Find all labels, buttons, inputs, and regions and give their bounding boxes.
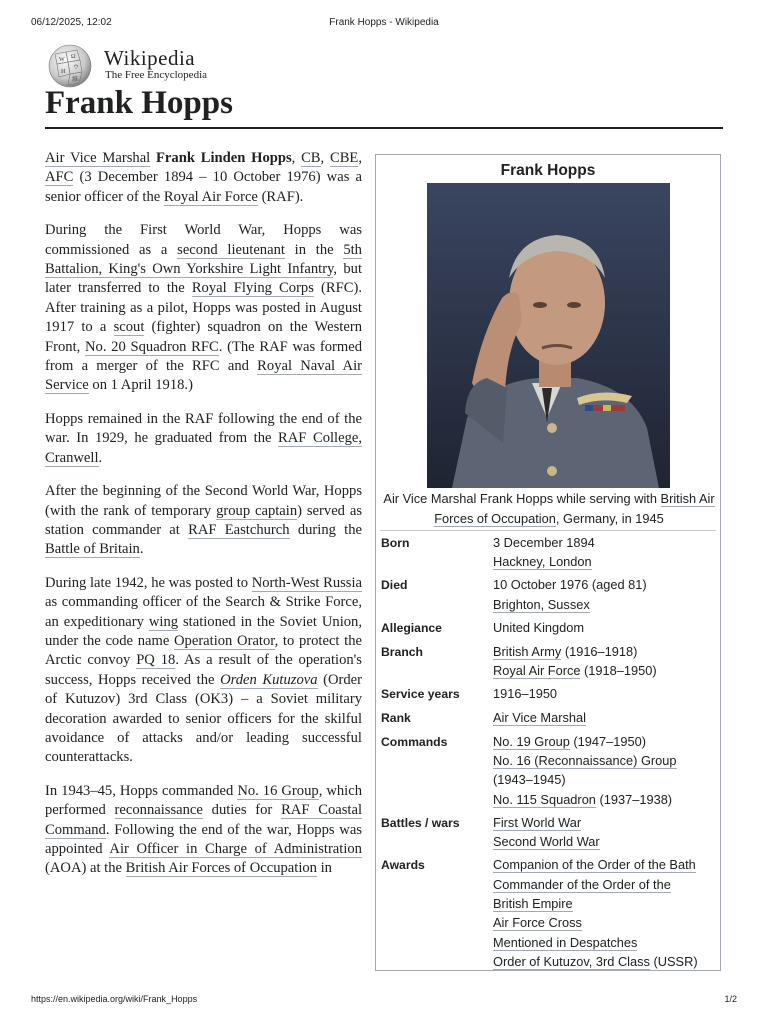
text: , but later transferred to the	[45, 261, 362, 297]
link-orden-kutuzova[interactable]: Orden Kutuzova	[220, 671, 318, 688]
link-royal-air-force-infobox[interactable]: Royal Air Force	[493, 662, 581, 678]
allegiance-value: United Kingdom	[493, 619, 585, 635]
award5-tail: (USSR)	[649, 954, 698, 970]
born-date: 3 December 1894	[493, 535, 595, 550]
link-cbe[interactable]: CBE	[329, 150, 359, 166]
link-no-20-squadron[interactable]: No. 20 Squadron RFC	[84, 338, 219, 355]
print-page-number: 1/2	[724, 994, 737, 1004]
link-raf-eastchurch[interactable]: RAF Eastchurch	[188, 521, 290, 538]
link-no-16-group[interactable]: No. 16 Group	[237, 782, 319, 799]
svg-text:Ω: Ω	[71, 54, 76, 60]
text: .	[98, 449, 103, 466]
link-wing[interactable]: wing	[148, 613, 179, 630]
link-operation-orator[interactable]: Operation Orator	[174, 632, 275, 649]
row-battles	[381, 813, 717, 852]
cmd1-years: (1947–1950)	[569, 733, 646, 749]
link-caption-bafo[interactable]: British Air Forces of Occupation	[434, 491, 715, 526]
wikipedia-wordmark[interactable]: Wikipedia	[104, 46, 196, 70]
link-5th-battalion-koyli[interactable]: 5th Battalion, King's Own Yorkshire Light Infantry	[45, 241, 362, 278]
link-bafo[interactable]: British Air Forces of Occupation	[125, 860, 317, 877]
row-awards	[381, 855, 717, 971]
label-born: Born	[381, 536, 410, 550]
ww2-paragraph	[45, 482, 362, 560]
text: (Order of Kutuzov) 3rd Class (OK3) – a Soviet military decoration awarded to senior officers for the skilful avoidance of attacks and/or leading successful counterattacks.	[45, 671, 363, 766]
link-raf-coastal-command[interactable]: RAF Coastal Command	[45, 802, 362, 838]
text: ,	[291, 150, 302, 166]
label-commands: Commands	[381, 734, 448, 749]
link-order-of-kutuzov[interactable]: Order of Kutuzov, 3rd Class	[493, 954, 650, 970]
label-rank: Rank	[381, 710, 411, 725]
text: (3 December 1894 – 10 October 1976) was a senior officer of the	[45, 169, 362, 205]
text: ,	[358, 150, 363, 166]
caption-tail: , Germany, in 1945	[555, 510, 664, 526]
text: . Following the end of the war, Hopps was appointed	[45, 821, 362, 857]
link-battle-of-britain[interactable]: Battle of Britain	[45, 541, 140, 558]
portrait-photo[interactable]	[427, 183, 670, 488]
died-date: 10 October 1976 (aged 81)	[493, 577, 647, 593]
svg-text:ウ: ウ	[73, 65, 80, 71]
text: , to protect the Arctic convoy	[45, 632, 362, 669]
link-scout[interactable]: scout	[113, 319, 145, 336]
text: on 1 April 1918.)	[88, 377, 193, 394]
text: (RAF).	[257, 188, 304, 205]
text: (fighter) squadron on the Western Front,	[45, 319, 362, 355]
link-reconnaissance[interactable]: reconnaissance	[114, 802, 203, 819]
link-air-force-cross[interactable]: Air Force Cross	[493, 915, 582, 931]
link-no-16-recon-group[interactable]: No. 16 (Reconnaissance) Group	[493, 753, 677, 769]
row-service-years	[381, 684, 717, 704]
link-north-west-russia[interactable]: North-West Russia	[251, 574, 363, 591]
text: stationed in the Soviet Union, under the code name	[45, 613, 362, 649]
label-service-years: Service years	[381, 686, 460, 701]
text: , which performed	[45, 782, 362, 819]
link-no-19-group[interactable]: No. 19 Group	[493, 733, 570, 749]
link-order-british-empire-1[interactable]: Commander of the Order of the	[493, 876, 671, 892]
wikipedia-globe-icon[interactable]	[46, 44, 94, 88]
ww1-paragraph	[45, 221, 362, 396]
link-raf-college-cranwell[interactable]: RAF College, Cranwell	[45, 430, 363, 466]
text: in	[316, 860, 332, 877]
text: (RFC). After training as a pilot, Hopps was posted in August 1917 to a	[45, 280, 363, 336]
row-rank	[381, 708, 717, 728]
infobox-title: Frank Hopps	[500, 162, 596, 179]
text: ,	[320, 150, 330, 166]
link-order-of-the-bath[interactable]: Companion of the Order of the Bath	[493, 857, 696, 873]
link-order-british-empire-2[interactable]: British Empire	[493, 895, 573, 911]
link-royal-air-force[interactable]: Royal Air Force	[163, 188, 258, 205]
text: During late 1942, he was posted to	[45, 574, 252, 591]
infobox	[375, 154, 721, 971]
link-royal-flying-corps[interactable]: Royal Flying Corps	[191, 280, 314, 297]
text: . As a result of the operation's success, Hopps received the	[45, 652, 362, 688]
postwar-paragraph	[45, 782, 362, 879]
branch1-years: (1916–1918)	[561, 643, 638, 659]
link-group-captain[interactable]: group captain	[216, 502, 298, 519]
text: In 1943–45, Hopps commanded	[45, 782, 238, 799]
infobox-divider	[380, 530, 716, 531]
row-branch	[381, 642, 717, 681]
text: as commanding officer of the Search & Strike Force, an expeditionary	[45, 594, 362, 630]
link-afc[interactable]: AFC	[45, 169, 74, 186]
text: in the	[284, 241, 344, 258]
link-second-world-war[interactable]: Second World War	[493, 834, 600, 850]
infobox-rows	[381, 533, 717, 975]
svg-text:И: И	[61, 69, 66, 75]
link-no-115-squadron[interactable]: No. 115 Squadron	[493, 791, 596, 807]
title-divider	[45, 127, 723, 129]
row-commands	[381, 732, 717, 810]
link-air-officer-administration[interactable]: Air Officer in Charge of Administration	[109, 841, 362, 857]
link-rank-air-vice-marshal[interactable]: Air Vice Marshal	[493, 709, 586, 725]
link-second-lieutenant[interactable]: second lieutenant	[177, 241, 285, 258]
print-page-title: Frank Hopps - Wikipedia	[329, 17, 439, 28]
label-allegiance: Allegiance	[381, 620, 442, 635]
link-pq-18[interactable]: PQ 18	[136, 652, 176, 669]
text: ) served as station commander at	[45, 502, 362, 538]
portrait-caption	[380, 489, 718, 528]
page-title: Frank Hopps	[45, 85, 233, 121]
svg-text:W: W	[59, 57, 65, 63]
link-mentioned-in-despatches[interactable]: Mentioned in Despatches	[493, 934, 638, 950]
link-royal-naval-air-service[interactable]: Royal Naval Air Service	[45, 358, 362, 394]
link-cb[interactable]: CB	[301, 150, 321, 166]
link-hackney-london[interactable]: Hackney, London	[493, 554, 592, 570]
text: during the	[289, 521, 363, 538]
service-years-value: 1916–1950	[493, 685, 558, 701]
link-british-army[interactable]: British Army	[493, 643, 562, 659]
print-url: https://en.wikipedia.org/wiki/Frank_Hopps	[31, 994, 198, 1004]
text: .	[139, 541, 144, 558]
row-born	[381, 533, 717, 572]
label-died: Died	[381, 578, 408, 593]
wikipedia-tagline: The Free Encyclopedia	[105, 69, 208, 81]
link-air-vice-marshal[interactable]: Air Vice Marshal	[45, 150, 151, 166]
article-body	[45, 149, 362, 893]
russia-paragraph	[45, 574, 362, 768]
link-brighton-sussex[interactable]: Brighton, Sussex	[493, 596, 590, 612]
caption-text: Air Vice Marshal Frank Hopps while serving with	[383, 491, 661, 506]
row-died	[381, 575, 717, 614]
subject-name: Frank Linden Hopps	[156, 150, 292, 166]
text: After the beginning of the Second World War, Hopps (with the rank of temporary	[45, 483, 362, 519]
link-first-world-war[interactable]: First World War	[493, 814, 582, 830]
label-awards: Awards	[381, 858, 425, 873]
text: During the First World War, Hopps was commissioned as a	[45, 222, 362, 258]
text: Hopps remained in the RAF following the end of the war. In 1929, he graduated from the	[45, 410, 362, 447]
text: (AOA) at the	[45, 860, 126, 877]
label-battles: Battles / wars	[381, 815, 460, 830]
cmd2-years: (1943–1945)	[493, 772, 566, 788]
text: . (The RAF was formed from a merger of the RFC and	[45, 338, 362, 375]
interwar-paragraph	[45, 410, 362, 468]
branch2-years: (1918–1950)	[580, 662, 657, 678]
text: duties for	[202, 802, 282, 819]
cmd3-years: (1937–1938)	[595, 791, 673, 807]
print-timestamp: 06/12/2025, 12:02	[31, 17, 112, 28]
intro-paragraph	[45, 149, 362, 207]
label-branch: Branch	[381, 644, 423, 659]
row-allegiance	[381, 618, 717, 638]
svg-text:維: 維	[72, 77, 79, 83]
